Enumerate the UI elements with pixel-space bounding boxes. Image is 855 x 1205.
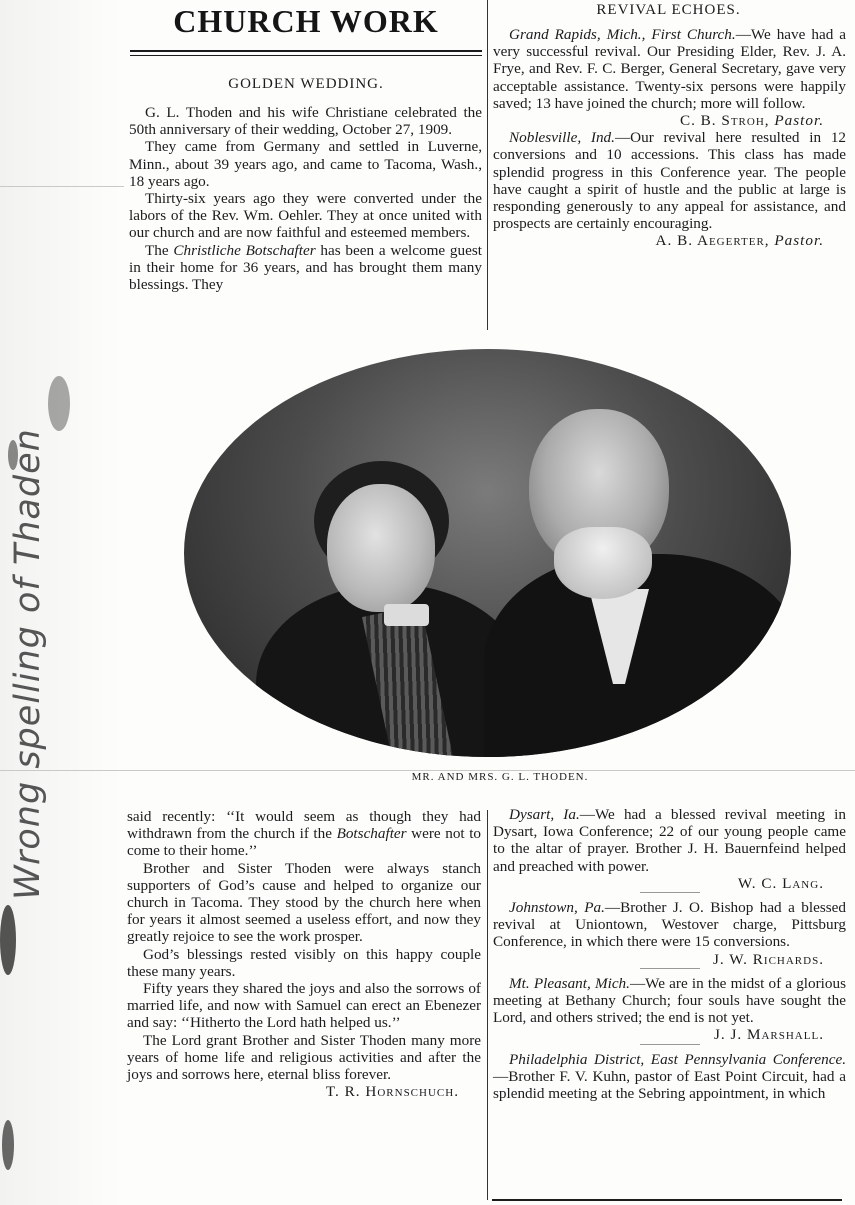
report-place: Johnstown, Pa. xyxy=(509,899,605,917)
article-signature: T. R. Hornschuch. xyxy=(325,1083,459,1101)
report-place: Grand Rapids, Mich., First Church. xyxy=(509,26,736,43)
masthead-rule xyxy=(130,55,482,56)
report-place: Noblesville, Ind. xyxy=(509,129,615,147)
report-signature: A. B. Aegerter, Pastor. xyxy=(655,232,824,250)
column-divider xyxy=(487,0,488,330)
report-signature: J. W. Richards. xyxy=(713,950,824,968)
man-beard xyxy=(554,527,652,599)
paragraph: The Lord grant Brother and Sister Thoden many more years of home life and religious activities and after the joys and sorrows here, eternal bliss forever. xyxy=(127,1031,481,1084)
woman-face xyxy=(327,484,435,612)
column-divider xyxy=(487,810,488,1200)
report-signature: C. B. Stroh, Pastor. xyxy=(679,112,824,130)
paragraph: The Christliche Botschafter has been a welcome guest in their home for 36 years, and has brought them many blessings. They xyxy=(129,241,482,294)
report-signature: W. C. Lang. xyxy=(737,874,824,892)
paragraph: said recently: ‘‘It would seem as though they had withdrawn from the church if the Botschafter were not to come to their home.’’ xyxy=(127,808,482,860)
masthead-rule xyxy=(130,50,482,52)
report-place: Philadelphia District, East Pennsylvania Conference. xyxy=(509,1050,846,1068)
publication-name: Botschafter xyxy=(336,825,407,843)
bottom-rule xyxy=(492,1199,842,1201)
portrait-photo xyxy=(184,349,791,757)
section-rule xyxy=(640,1044,700,1045)
ink-blot xyxy=(48,376,70,431)
revival-echoes-heading: REVIVAL ECHOES. xyxy=(596,2,741,18)
report-johnstown: Johnstown, Pa.—Brother J. O. Bishop had a blessed revival at Uniontown, Westover charge, Pittsburg Conference, in which there were 15 conversions. xyxy=(493,899,846,951)
masthead-title: CHURCH WORK xyxy=(173,3,439,39)
publication-name: Christliche Botschafter xyxy=(173,241,316,259)
photo-caption: MR. AND MRS. G. L. THODEN. xyxy=(411,771,589,783)
section-rule xyxy=(640,968,700,969)
report-place: Dysart, Ia. xyxy=(509,806,580,823)
paragraph: Brother and Sister Thoden were always stanch supporters of God’s cause and helped to organize our church in Tacoma. They stood by the church here when for years it almost seemed a useless effort, and now they greatly rejoice to see the work prosper. xyxy=(127,859,481,946)
report-dysart: Dysart, Ia.—We had a blessed revival meeting in Dysart, Iowa Conference; 22 of our young people came to the altar of prayer. Brother J. H. Bauernfeind helped and preached with power. xyxy=(493,806,847,875)
report-place: Mt. Pleasant, Mich. xyxy=(509,974,630,992)
report-grand-rapids: Grand Rapids, Mich., First Church.—We have had a very successful revival. Our Presiding Elder, Rev. J. A. Frye, and Rev. F. C. Berger, General Secretary, gave very acceptable assistance. Twenty-six persons were happily saved; 13 have joined the church; more will follow. xyxy=(493,26,846,112)
golden-wedding-heading: GOLDEN WEDDING. xyxy=(228,76,384,92)
golden-wedding-continuation xyxy=(127,808,481,1100)
revival-echoes-article xyxy=(493,26,846,250)
paragraph: God’s blessings rested visibly on this happy couple these many years. xyxy=(127,945,481,980)
paragraph: Thirty-six years ago they were converted under the labors of the Rev. Wm. Oehler. They at once united with our church and are now faithful and esteemed members. xyxy=(129,190,482,242)
report-signature: J. J. Marshall. xyxy=(713,1026,824,1044)
paragraph: Fifty years they shared the joys and also the sorrows of married life, and now with Samuel can erect an Ebenezer and say: ‘‘Hitherto the Lord hath helped us.’’ xyxy=(127,980,481,1032)
report-noblesville: Noblesville, Ind.—Our revival here resulted in 12 conversions and 10 accessions. This class has made splendid progress in this Conference year. The people have caught a spirit of hustle and the public at large is responding generously to any appeal for assistance, and prospects are certainly encouraging. xyxy=(493,129,847,233)
woman-collar xyxy=(384,604,429,626)
paragraph: They came from Germany and settled in Luverne, Minn., about 39 years ago, and came to Tacoma, Wash., 18 years ago. xyxy=(129,138,482,190)
report-mt-pleasant: Mt. Pleasant, Mich.—We are in the midst of a glorious meeting at Bethany Church; four souls have sought the Lord, and others strived; the end is not yet. xyxy=(493,974,846,1027)
paragraph: G. L. Thoden and his wife Christiane celebrated the 50th anniversary of their wedding, October 27, 1909. xyxy=(129,104,482,139)
golden-wedding-article xyxy=(129,104,482,293)
revival-echoes-continuation xyxy=(493,806,846,1102)
report-philadelphia: Philadelphia District, East Pennsylvania Conference.—Brother F. V. Kuhn, pastor of East Point Circuit, had a splendid meeting at the Sebring appointment, in which xyxy=(493,1050,846,1103)
handwritten-note: Wrong spelling of Thaden xyxy=(8,428,48,900)
fold-line xyxy=(0,186,124,187)
section-rule xyxy=(640,892,700,893)
ink-blot xyxy=(0,905,16,975)
ink-blot xyxy=(2,1120,14,1170)
